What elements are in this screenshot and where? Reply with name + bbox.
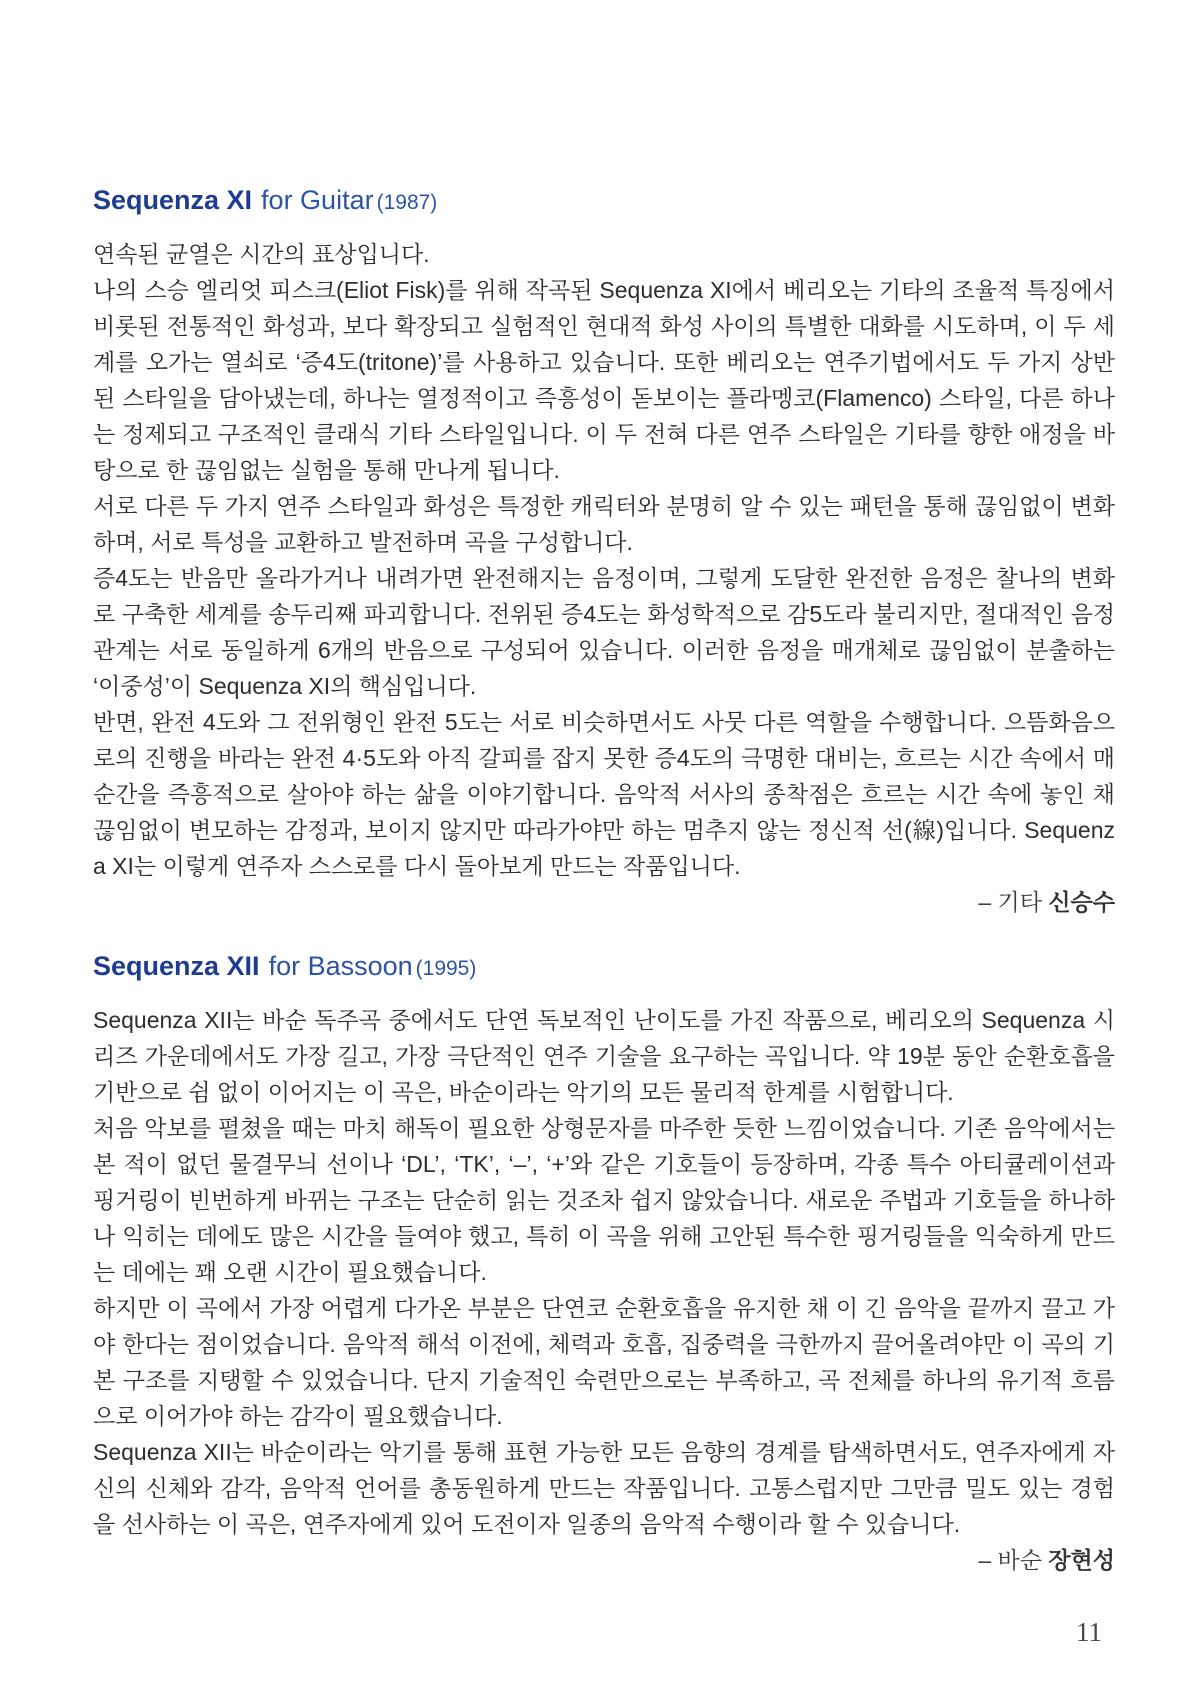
paragraph: 반면, 완전 4도와 그 전위형인 완전 5도는 서로 비슷하면서도 사뭇 다른 역할을 수행합니다. 으뜸화음으로의 진행을 바라는 완전 4·5도와 아직 갈피를 잡지 못한 증4도의 극명한 대비는, 흐르는 시간 속에서 매 순간을 즉흥적으로 살아야 하는 삶을 이야기합니다. 음악적 서사의 종착점은 흐르는 시간 속에 놓인 채 끊임없이 변모하는 감정과, 보이지 않지만 따라가야만 하는 멈추지 않는 정신적 선(線)입니다. Sequenza XI는 이렇게 연주자 스스로를 다시 돌아보게 만드는 작품입니다. <box>93 709 1115 879</box>
work-instrument: for Bassoon <box>268 951 413 981</box>
paragraph: Sequenza XII는 바순이라는 악기를 통해 표현 가능한 모든 음향의 경계를 탐색하면서도, 연주자에게 자신의 신체와 감각, 음악적 언어를 총동원하게 만드는 작품입니다. 고통스럽지만 그만큼 밀도 있는 경험을 선사하는 이 곡은, 연주자에게 있어 도전이자 일종의 음악적 수행이라 할 수 있습니다. <box>93 1439 1115 1537</box>
attribution-bassoon <box>93 1542 1115 1578</box>
paragraph: 서로 다른 두 가지 연주 스타일과 화성은 특정한 캐릭터와 분명히 알 수 있는 패턴을 통해 끊임없이 변화하며, 서로 특성을 교환하고 발전하며 곡을 구성합니다. <box>93 493 1115 555</box>
paragraph: Sequenza XII는 바순 독주곡 중에서도 단연 독보적인 난이도를 가진 작품으로, 베리오의 Sequenza 시리즈 가운데에서도 가장 길고, 가장 극단적인 연주 기술을 요구하는 곡입니다. 약 19분 동안 순환호흡을 기반으로 쉼 없이 이어지는 이 곡은, 바순이라는 악기의 모든 물리적 한계를 시험합니다. <box>93 1007 1115 1105</box>
paragraph: 하지만 이 곡에서 가장 어렵게 다가온 부분은 단연코 순환호흡을 유지한 채 이 긴 음악을 끝까지 끌고 가야 한다는 점이었습니다. 음악적 해석 이전에, 체력과 호흡, 집중력을 극한까지 끌어올려야만 이 곡의 기본 구조를 지탱할 수 있었습니다. 단지 기술적인 숙련만으로는 부족하고, 곡 전체를 하나의 유기적 흐름으로 이어가야 하는 감각이 필요했습니다. <box>93 1295 1115 1429</box>
section-sequenza-xi <box>93 182 1115 920</box>
page-number: 11 <box>1076 1617 1102 1647</box>
work-year: (1987) <box>376 191 438 214</box>
attribution-name: 장현성 <box>1048 1547 1115 1573</box>
attribution-prefix: – 기타 <box>978 889 1049 915</box>
paragraph: 나의 스승 엘리엇 피스크(Eliot Fisk)를 위해 작곡된 Sequenza XI에서 베리오는 기타의 조율적 특징에서 비롯된 전통적인 화성과, 보다 확장되고 실험적인 현대적 화성 사이의 특별한 대화를 시도하며, 이 두 세계를 오가는 열쇠로 ‘증4도(tritone)’를 사용하고 있습니다. 또한 베리오는 연주기법에서도 두 가지 상반된 스타일을 담아냈는데, 하나는 열정적이고 즉흥성이 돋보이는 플라멩코(Flamenco) 스타일, 다른 하나는 정제되고 구조적인 클래식 기타 스타일입니다. 이 두 전혀 다른 연주 스타일은 기타를 향한 애정을 바탕으로 한 끊임없는 실험을 통해 만나게 됩니다. <box>93 277 1115 483</box>
work-title: Sequenza XI <box>93 185 253 215</box>
attribution-guitar <box>93 884 1115 920</box>
section-heading <box>93 948 1115 987</box>
attribution-prefix: – 바순 <box>978 1547 1049 1573</box>
section-heading <box>93 182 1115 221</box>
paragraph: 연속된 균열은 시간의 표상입니다. <box>93 241 430 267</box>
section-body <box>93 236 1115 884</box>
section-body <box>93 1002 1115 1542</box>
section-sequenza-xii <box>93 948 1115 1578</box>
work-instrument: for Guitar <box>261 185 374 215</box>
attribution-name: 신승수 <box>1048 889 1115 915</box>
program-notes <box>93 182 1115 1578</box>
paragraph: 처음 악보를 펼쳤을 때는 마치 해독이 필요한 상형문자를 마주한 듯한 느낌이었습니다. 기존 음악에서는 본 적이 없던 물결무늬 선이나 ‘DL’, ‘TK’, ‘–’, ‘+’와 같은 기호들이 등장하며, 각종 특수 아티큘레이션과 핑거링이 빈번하게 바뀌는 구조는 단순히 읽는 것조차 쉽지 않았습니다. 새로운 주법과 기호들을 하나하나 익히는 데에도 많은 시간을 들여야 했고, 특히 이 곡을 위해 고안된 특수한 핑거링들을 익숙하게 만드는 데에는 꽤 오랜 시간이 필요했습니다. <box>93 1115 1115 1285</box>
work-title: Sequenza XII <box>93 951 260 981</box>
paragraph: 증4도는 반음만 올라가거나 내려가면 완전해지는 음정이며, 그렇게 도달한 완전한 음정은 찰나의 변화로 구축한 세계를 송두리째 파괴합니다. 전위된 증4도는 화성학적으로 감5도라 불리지만, 절대적인 음정 관계는 서로 동일하게 6개의 반음으로 구성되어 있습니다. 이러한 음정을 매개체로 끊임없이 분출하는 ‘이중성’이 Sequenza XI의 핵심입니다. <box>93 565 1115 699</box>
work-year: (1995) <box>415 957 477 980</box>
